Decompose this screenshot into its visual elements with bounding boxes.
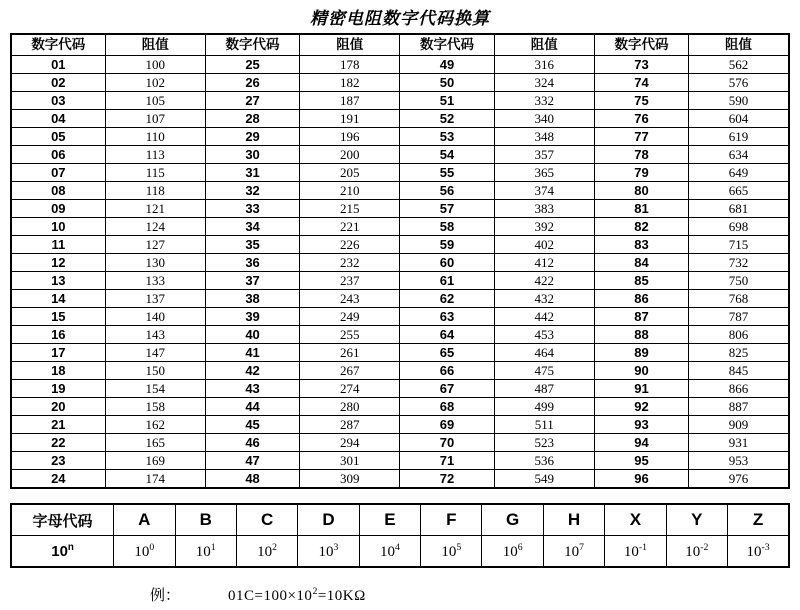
cell-value: 976 (689, 470, 789, 489)
power-base: 10 (502, 543, 518, 560)
cell-value: 402 (494, 236, 594, 254)
cell-code: 52 (400, 110, 494, 128)
cell-code: 64 (400, 326, 494, 344)
cell-value: 475 (494, 362, 594, 380)
table-row (11, 470, 789, 489)
cell-value: 191 (300, 110, 400, 128)
cell-code: 14 (11, 290, 105, 308)
cell-code: 69 (400, 416, 494, 434)
power-exponent: 0 (149, 541, 155, 553)
example-expression-part-a: 01C=100×10 (228, 588, 313, 604)
cell-code: 95 (594, 452, 688, 470)
column-header-value-3: 阻值 (494, 34, 594, 56)
content-wrapper (0, 33, 800, 605)
power-base: 10 (746, 543, 762, 560)
table-row (11, 434, 789, 452)
table-row (11, 398, 789, 416)
cell-code: 05 (11, 128, 105, 146)
power-exponent: -2 (700, 541, 709, 553)
cell-code: 51 (400, 92, 494, 110)
power-exponent: 2 (272, 541, 278, 553)
cell-value: 215 (300, 200, 400, 218)
power-base: 10 (134, 543, 150, 560)
cell-code: 42 (205, 362, 299, 380)
table-row (11, 416, 789, 434)
cell-code: 40 (205, 326, 299, 344)
cell-code: 85 (594, 272, 688, 290)
table-row (11, 254, 789, 272)
cell-value: 576 (689, 74, 789, 92)
cell-value: 301 (300, 452, 400, 470)
cell-value: 124 (105, 218, 205, 236)
cell-value: 137 (105, 290, 205, 308)
cell-code: 81 (594, 200, 688, 218)
cell-value: 866 (689, 380, 789, 398)
cell-value: 340 (494, 110, 594, 128)
table-gap (10, 489, 790, 503)
cell-value: 280 (300, 398, 400, 416)
cell-code: 71 (400, 452, 494, 470)
cell-value: 750 (689, 272, 789, 290)
cell-value: 365 (494, 164, 594, 182)
column-header-value-4: 阻值 (689, 34, 789, 56)
column-header-value-2: 阻值 (300, 34, 400, 56)
cell-code: 04 (11, 110, 105, 128)
letter-cell-x: X (605, 504, 666, 536)
power-cell-c (236, 536, 297, 568)
cell-code: 56 (400, 182, 494, 200)
cell-code: 53 (400, 128, 494, 146)
cell-value: 374 (494, 182, 594, 200)
cell-code: 15 (11, 308, 105, 326)
table-row (11, 110, 789, 128)
power-row-label (11, 536, 114, 568)
cell-code: 83 (594, 236, 688, 254)
letter-cell-c: C (236, 504, 297, 536)
cell-code: 80 (594, 182, 688, 200)
letter-cell-y: Y (666, 504, 727, 536)
cell-code: 96 (594, 470, 688, 489)
cell-code: 46 (205, 434, 299, 452)
letter-code-table (10, 503, 790, 568)
cell-value: 681 (689, 200, 789, 218)
power-exponent: -3 (761, 541, 770, 553)
table-row (11, 344, 789, 362)
cell-value: 107 (105, 110, 205, 128)
letter-cell-h: H (543, 504, 604, 536)
cell-code: 60 (400, 254, 494, 272)
column-header-code-1: 数字代码 (11, 34, 105, 56)
cell-code: 17 (11, 344, 105, 362)
cell-code: 41 (205, 344, 299, 362)
table-row (11, 452, 789, 470)
cell-code: 75 (594, 92, 688, 110)
cell-value: 267 (300, 362, 400, 380)
cell-value: 715 (689, 236, 789, 254)
cell-code: 55 (400, 164, 494, 182)
cell-code: 94 (594, 434, 688, 452)
table-row (11, 362, 789, 380)
power-base: 10 (379, 543, 395, 560)
letter-cell-z: Z (728, 504, 789, 536)
power-label-base: 10 (51, 543, 68, 560)
power-cell-d (298, 536, 359, 568)
table-row (11, 380, 789, 398)
cell-code: 73 (594, 56, 688, 74)
cell-value: 887 (689, 398, 789, 416)
cell-value: 332 (494, 92, 594, 110)
cell-value: 549 (494, 470, 594, 489)
cell-value: 422 (494, 272, 594, 290)
cell-value: 165 (105, 434, 205, 452)
cell-code: 86 (594, 290, 688, 308)
cell-value: 464 (494, 344, 594, 362)
cell-code: 57 (400, 200, 494, 218)
cell-code: 22 (11, 434, 105, 452)
cell-value: 205 (300, 164, 400, 182)
cell-code: 36 (205, 254, 299, 272)
resistance-code-table (10, 33, 790, 489)
power-cell-e (359, 536, 420, 568)
cell-value: 133 (105, 272, 205, 290)
cell-code: 90 (594, 362, 688, 380)
cell-value: 348 (494, 128, 594, 146)
cell-value: 102 (105, 74, 205, 92)
power-base: 10 (257, 543, 273, 560)
cell-value: 953 (689, 452, 789, 470)
cell-code: 63 (400, 308, 494, 326)
cell-code: 88 (594, 326, 688, 344)
cell-code: 32 (205, 182, 299, 200)
cell-code: 89 (594, 344, 688, 362)
cell-value: 169 (105, 452, 205, 470)
cell-code: 74 (594, 74, 688, 92)
cell-value: 294 (300, 434, 400, 452)
power-exponent: 3 (333, 541, 339, 553)
cell-code: 38 (205, 290, 299, 308)
cell-code: 21 (11, 416, 105, 434)
power-base: 10 (318, 543, 334, 560)
cell-code: 43 (205, 380, 299, 398)
table-row (11, 308, 789, 326)
table-row (11, 290, 789, 308)
cell-code: 26 (205, 74, 299, 92)
cell-code: 30 (205, 146, 299, 164)
cell-code: 11 (11, 236, 105, 254)
power-exponent: 1 (210, 541, 216, 553)
cell-value: 806 (689, 326, 789, 344)
cell-code: 72 (400, 470, 494, 489)
cell-value: 249 (300, 308, 400, 326)
cell-code: 35 (205, 236, 299, 254)
cell-code: 82 (594, 218, 688, 236)
table-header-row (11, 34, 789, 56)
power-cell-a (114, 536, 175, 568)
table-row (11, 164, 789, 182)
table-row (11, 182, 789, 200)
table-row (11, 218, 789, 236)
cell-code: 07 (11, 164, 105, 182)
cell-code: 20 (11, 398, 105, 416)
power-cell-z (728, 536, 789, 568)
power-exponent: 7 (579, 541, 584, 553)
cell-code: 65 (400, 344, 494, 362)
power-base: 10 (564, 543, 580, 560)
cell-code: 23 (11, 452, 105, 470)
cell-code: 50 (400, 74, 494, 92)
cell-value: 931 (689, 434, 789, 452)
letter-row (11, 504, 789, 536)
power-row (11, 536, 789, 568)
example-expression-exponent: 2 (312, 586, 318, 597)
cell-value: 316 (494, 56, 594, 74)
power-cell-y (666, 536, 727, 568)
cell-value: 442 (494, 308, 594, 326)
column-header-code-4: 数字代码 (594, 34, 688, 56)
power-exponent: 4 (394, 541, 400, 553)
power-exponent: -1 (638, 541, 647, 553)
cell-code: 03 (11, 92, 105, 110)
cell-value: 100 (105, 56, 205, 74)
cell-value: 309 (300, 470, 400, 489)
cell-value: 392 (494, 218, 594, 236)
letter-cell-e: E (359, 504, 420, 536)
cell-value: 649 (689, 164, 789, 182)
table-row (11, 326, 789, 344)
power-base: 10 (441, 543, 457, 560)
cell-code: 13 (11, 272, 105, 290)
cell-code: 68 (400, 398, 494, 416)
power-base: 10 (623, 543, 639, 560)
cell-value: 221 (300, 218, 400, 236)
cell-code: 78 (594, 146, 688, 164)
cell-value: 732 (689, 254, 789, 272)
column-header-code-3: 数字代码 (400, 34, 494, 56)
power-exponent: 5 (456, 541, 462, 553)
power-exponent: 6 (517, 541, 523, 553)
cell-code: 06 (11, 146, 105, 164)
cell-code: 33 (205, 200, 299, 218)
cell-code: 92 (594, 398, 688, 416)
cell-code: 02 (11, 74, 105, 92)
cell-value: 158 (105, 398, 205, 416)
example-line (10, 584, 790, 605)
cell-code: 54 (400, 146, 494, 164)
cell-code: 37 (205, 272, 299, 290)
cell-value: 162 (105, 416, 205, 434)
cell-value: 432 (494, 290, 594, 308)
cell-value: 909 (689, 416, 789, 434)
cell-value: 255 (300, 326, 400, 344)
cell-code: 67 (400, 380, 494, 398)
cell-code: 91 (594, 380, 688, 398)
cell-value: 232 (300, 254, 400, 272)
cell-value: 511 (494, 416, 594, 434)
cell-code: 24 (11, 470, 105, 489)
cell-value: 562 (689, 56, 789, 74)
table-row (11, 128, 789, 146)
cell-value: 845 (689, 362, 789, 380)
cell-code: 39 (205, 308, 299, 326)
cell-code: 76 (594, 110, 688, 128)
cell-value: 143 (105, 326, 205, 344)
cell-code: 59 (400, 236, 494, 254)
power-label-exponent: n (67, 542, 74, 553)
cell-value: 243 (300, 290, 400, 308)
column-header-code-2: 数字代码 (205, 34, 299, 56)
power-cell-g (482, 536, 543, 568)
cell-value: 499 (494, 398, 594, 416)
cell-value: 357 (494, 146, 594, 164)
cell-code: 61 (400, 272, 494, 290)
letter-cell-b: B (175, 504, 236, 536)
cell-value: 210 (300, 182, 400, 200)
cell-code: 01 (11, 56, 105, 74)
cell-value: 174 (105, 470, 205, 489)
cell-value: 487 (494, 380, 594, 398)
cell-value: 115 (105, 164, 205, 182)
cell-value: 768 (689, 290, 789, 308)
example-label: 例： (150, 588, 181, 604)
letter-cell-f: F (421, 504, 482, 536)
cell-code: 70 (400, 434, 494, 452)
cell-value: 634 (689, 146, 789, 164)
cell-value: 121 (105, 200, 205, 218)
cell-value: 324 (494, 74, 594, 92)
cell-code: 08 (11, 182, 105, 200)
cell-code: 18 (11, 362, 105, 380)
cell-value: 127 (105, 236, 205, 254)
table-row (11, 74, 789, 92)
cell-code: 84 (594, 254, 688, 272)
cell-value: 147 (105, 344, 205, 362)
cell-value: 226 (300, 236, 400, 254)
cell-value: 105 (105, 92, 205, 110)
cell-value: 154 (105, 380, 205, 398)
cell-value: 182 (300, 74, 400, 92)
cell-code: 25 (205, 56, 299, 74)
cell-code: 58 (400, 218, 494, 236)
cell-value: 178 (300, 56, 400, 74)
cell-value: 110 (105, 128, 205, 146)
letter-cell-g: G (482, 504, 543, 536)
power-base: 10 (195, 543, 211, 560)
example-expression-part-b: =10KΩ (317, 588, 366, 604)
cell-code: 49 (400, 56, 494, 74)
table-row (11, 56, 789, 74)
power-base: 10 (685, 543, 701, 560)
cell-code: 16 (11, 326, 105, 344)
cell-code: 45 (205, 416, 299, 434)
cell-value: 118 (105, 182, 205, 200)
cell-code: 62 (400, 290, 494, 308)
cell-code: 44 (205, 398, 299, 416)
example-expression (228, 588, 366, 604)
cell-value: 698 (689, 218, 789, 236)
page-title: 精密电阻数字代码换算 (310, 9, 490, 28)
cell-value: 200 (300, 146, 400, 164)
table-row (11, 236, 789, 254)
cell-value: 287 (300, 416, 400, 434)
cell-value: 261 (300, 344, 400, 362)
cell-value: 453 (494, 326, 594, 344)
table-row (11, 146, 789, 164)
cell-value: 825 (689, 344, 789, 362)
cell-code: 29 (205, 128, 299, 146)
cell-value: 536 (494, 452, 594, 470)
letter-cell-d: D (298, 504, 359, 536)
cell-code: 93 (594, 416, 688, 434)
column-header-value-1: 阻值 (105, 34, 205, 56)
cell-value: 619 (689, 128, 789, 146)
cell-value: 604 (689, 110, 789, 128)
cell-value: 196 (300, 128, 400, 146)
cell-value: 523 (494, 434, 594, 452)
cell-code: 34 (205, 218, 299, 236)
cell-code: 19 (11, 380, 105, 398)
power-cell-x (605, 536, 666, 568)
table-row (11, 200, 789, 218)
cell-value: 787 (689, 308, 789, 326)
cell-value: 412 (494, 254, 594, 272)
cell-value: 274 (300, 380, 400, 398)
power-cell-f (421, 536, 482, 568)
cell-code: 12 (11, 254, 105, 272)
cell-code: 28 (205, 110, 299, 128)
cell-code: 66 (400, 362, 494, 380)
cell-code: 10 (11, 218, 105, 236)
cell-code: 79 (594, 164, 688, 182)
cell-code: 87 (594, 308, 688, 326)
power-cell-b (175, 536, 236, 568)
cell-value: 590 (689, 92, 789, 110)
cell-value: 187 (300, 92, 400, 110)
cell-value: 150 (105, 362, 205, 380)
table-row (11, 92, 789, 110)
cell-value: 130 (105, 254, 205, 272)
cell-value: 140 (105, 308, 205, 326)
cell-code: 27 (205, 92, 299, 110)
cell-code: 31 (205, 164, 299, 182)
cell-value: 383 (494, 200, 594, 218)
cell-value: 665 (689, 182, 789, 200)
cell-code: 47 (205, 452, 299, 470)
cell-code: 48 (205, 470, 299, 489)
cell-code: 77 (594, 128, 688, 146)
letter-cell-a: A (114, 504, 175, 536)
table-row (11, 272, 789, 290)
power-cell-h (543, 536, 604, 568)
cell-code: 09 (11, 200, 105, 218)
letter-row-label: 字母代码 (11, 504, 114, 536)
cell-value: 113 (105, 146, 205, 164)
cell-value: 237 (300, 272, 400, 290)
